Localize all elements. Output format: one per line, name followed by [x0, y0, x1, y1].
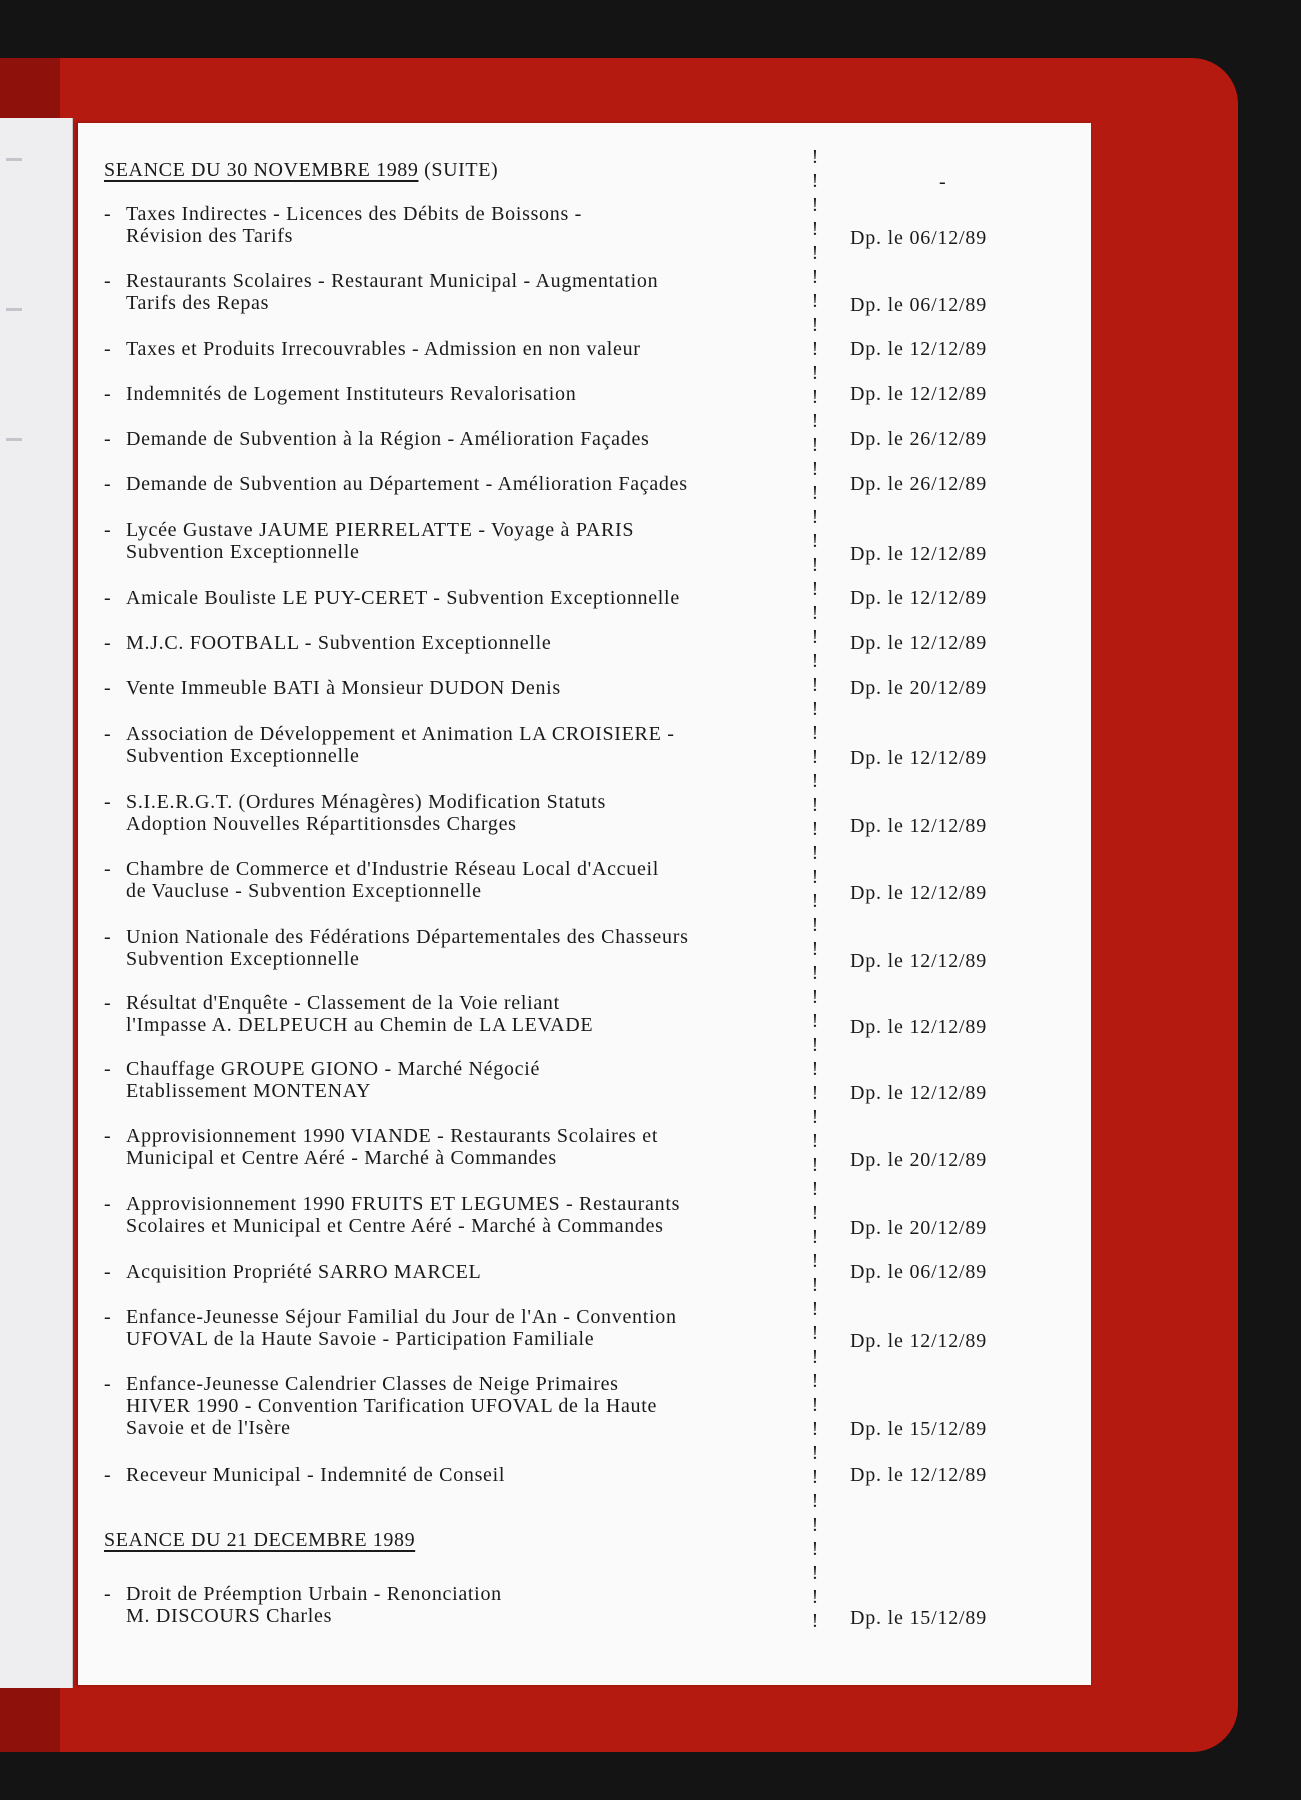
entry-date: Dp. le 12/12/89 — [850, 587, 987, 609]
list-item — [104, 858, 684, 902]
section-title-text: SEANCE DU 30 NOVEMBRE 1989 — [104, 159, 419, 181]
bullet-dash: - — [104, 791, 112, 813]
entry-text: Receveur Municipal - Indemnité de Conseil — [126, 1464, 506, 1486]
entry-date: Dp. le 06/12/89 — [850, 1261, 987, 1283]
entry-text: Vente Immeuble BATI à Monsieur DUDON Denis — [126, 677, 561, 699]
list-item — [104, 428, 684, 450]
entry-date: Dp. le 26/12/89 — [850, 428, 987, 450]
bullet-dash: - — [104, 992, 112, 1014]
entry-date: Dp. le 15/12/89 — [850, 1607, 987, 1629]
entry-date: Dp. le 15/12/89 — [850, 1418, 987, 1440]
entry-date: Dp. le 12/12/89 — [850, 1082, 987, 1104]
section-title-suffix: (SUITE) — [424, 159, 499, 181]
bleed-mark — [6, 438, 22, 441]
entry-text: Subvention Exceptionnelle — [126, 541, 360, 563]
entry-text: Taxes et Produits Irrecouvrables - Admission en non valeur — [126, 338, 641, 360]
list-item — [104, 723, 684, 767]
bullet-dash: - — [104, 1058, 112, 1080]
entry-date: Dp. le 20/12/89 — [850, 677, 987, 699]
entry-date: Dp. le 12/12/89 — [850, 632, 987, 654]
bullet-dash: - — [104, 677, 112, 699]
entry-date: Dp. le 12/12/89 — [850, 1330, 987, 1352]
entry-text: S.I.E.R.G.T. (Ordures Ménagères) Modification Statuts — [126, 791, 606, 813]
entry-date: Dp. le 12/12/89 — [850, 338, 987, 360]
entry-date: Dp. le 12/12/89 — [850, 1016, 987, 1038]
entry-text: Scolaires et Municipal et Centre Aéré - Marché à Commandes — [126, 1215, 664, 1237]
entry-text: Subvention Exceptionnelle — [126, 745, 360, 767]
bullet-dash: - — [104, 270, 112, 292]
entry-text: Lycée Gustave JAUME PIERRELATTE - Voyage à PARIS — [126, 519, 635, 541]
list-item — [104, 1193, 684, 1237]
underlying-sheet — [0, 118, 73, 1688]
entry-text: Adoption Nouvelles Répartitionsdes Charges — [126, 813, 517, 835]
bullet-dash: - — [104, 1373, 112, 1395]
entry-text: HIVER 1990 - Convention Tarification UFOVAL de la Haute — [126, 1395, 658, 1417]
entry-date: Dp. le 12/12/89 — [850, 950, 987, 972]
list-item — [104, 587, 684, 609]
bullet-dash: - — [104, 587, 112, 609]
entry-text: Chauffage GROUPE GIONO - Marché Négocié — [126, 1058, 541, 1080]
entry-text: Union Nationale des Fédérations Départementales des Chasseurs — [126, 926, 689, 948]
entry-text: l'Impasse A. DELPEUCH au Chemin de LA LEVADE — [126, 1014, 594, 1036]
entry-text: Chambre de Commerce et d'Industrie Réseau Local d'Accueil — [126, 858, 660, 880]
entry-text: Enfance-Jeunesse Séjour Familial du Jour de l'An - Convention — [126, 1306, 677, 1328]
bullet-dash: - — [104, 1464, 112, 1486]
top-right-dash: - — [939, 171, 946, 193]
entry-text: Indemnités de Logement Instituteurs Revalorisation — [126, 383, 577, 405]
bullet-dash: - — [104, 428, 112, 450]
bullet-dash: - — [104, 383, 112, 405]
bullet-dash: - — [104, 1583, 112, 1605]
list-item — [104, 926, 689, 970]
list-item — [104, 1583, 684, 1627]
list-item — [104, 519, 684, 563]
bullet-dash: - — [104, 926, 112, 948]
entry-text: Savoie et de l'Isère — [126, 1417, 291, 1439]
list-item — [104, 1464, 684, 1486]
entry-text: Approvisionnement 1990 VIANDE - Restaurants Scolaires et — [126, 1125, 659, 1147]
entry-text: M.J.C. FOOTBALL - Subvention Exceptionnelle — [126, 632, 552, 654]
list-item — [104, 473, 688, 495]
entry-text: Amicale Bouliste LE PUY-CERET - Subvention Exceptionnelle — [126, 587, 680, 609]
list-item — [104, 632, 684, 654]
entry-text: Restaurants Scolaires - Restaurant Municipal - Augmentation — [126, 270, 659, 292]
entry-text: Etablissement MONTENAY — [126, 1080, 372, 1102]
entry-date: Dp. le 20/12/89 — [850, 1149, 987, 1171]
entry-text: Approvisionnement 1990 FRUITS ET LEGUMES - Restaurants — [126, 1193, 681, 1215]
list-item — [104, 203, 684, 247]
entry-text: Demande de Subvention à la Région - Amélioration Façades — [126, 428, 650, 450]
entry-text: Taxes Indirectes - Licences des Débits de Boissons - — [126, 203, 582, 225]
entry-date: Dp. le 12/12/89 — [850, 815, 987, 837]
list-item — [104, 677, 684, 699]
entry-date: Dp. le 12/12/89 — [850, 1464, 987, 1486]
bullet-dash: - — [104, 1125, 112, 1147]
document-page — [78, 123, 1091, 1685]
entry-text: Acquisition Propriété SARRO MARCEL — [126, 1261, 482, 1283]
list-item — [104, 270, 684, 314]
column-divider: ! ! ! ! ! ! ! ! ! ! ! ! ! ! ! ! ! ! ! ! ! ! ! ! ! ! ! ! ! ! ! ! ! ! ! ! ! ! ! ! ! ! ! ! ! ! ! ! ! ! ! ! ! ! ! ! ! ! ! ! ! ! — [811, 146, 819, 1632]
list-item — [104, 992, 684, 1036]
entry-date: Dp. le 12/12/89 — [850, 882, 987, 904]
bullet-dash: - — [104, 858, 112, 880]
list-item — [104, 1373, 684, 1439]
entry-text: UFOVAL de la Haute Savoie - Participation Familiale — [126, 1328, 595, 1350]
bullet-dash: - — [104, 723, 112, 745]
list-item — [104, 1306, 684, 1350]
entry-text: Droit de Préemption Urbain - Renonciation — [126, 1583, 502, 1605]
section-title-text: SEANCE DU 21 DECEMBRE 1989 — [104, 1529, 416, 1551]
bullet-dash: - — [104, 1193, 112, 1215]
bullet-dash: - — [104, 1306, 112, 1328]
bullet-dash: - — [104, 519, 112, 541]
bullet-dash: - — [104, 1261, 112, 1283]
list-item — [104, 338, 684, 360]
entry-date: Dp. le 12/12/89 — [850, 383, 987, 405]
section-title-30-novembre — [104, 159, 498, 182]
entry-text: Tarifs des Repas — [126, 292, 270, 314]
entry-text: Subvention Exceptionnelle — [126, 948, 360, 970]
entry-text: M. DISCOURS Charles — [126, 1605, 333, 1627]
bullet-dash: - — [104, 473, 112, 495]
section-title-21-decembre — [104, 1529, 415, 1552]
entry-date: Dp. le 20/12/89 — [850, 1217, 987, 1239]
list-item — [104, 791, 684, 835]
entry-date: Dp. le 06/12/89 — [850, 294, 987, 316]
bleed-mark — [6, 308, 22, 311]
entry-date: Dp. le 06/12/89 — [850, 227, 987, 249]
list-item — [104, 1125, 684, 1169]
entry-text: Résultat d'Enquête - Classement de la Voie reliant — [126, 992, 560, 1014]
entry-text: Enfance-Jeunesse Calendrier Classes de Neige Primaires — [126, 1373, 619, 1395]
entry-text: Révision des Tarifs — [126, 225, 294, 247]
bullet-dash: - — [104, 203, 112, 225]
bleed-mark — [6, 158, 22, 161]
entry-text: Municipal et Centre Aéré - Marché à Commandes — [126, 1147, 557, 1169]
list-item — [104, 1261, 684, 1283]
list-item — [104, 383, 684, 405]
list-item — [104, 1058, 684, 1102]
bullet-dash: - — [104, 632, 112, 654]
bullet-dash: - — [104, 338, 112, 360]
entry-date: Dp. le 12/12/89 — [850, 747, 987, 769]
entry-text: Demande de Subvention au Département - Amélioration Façades — [126, 473, 688, 495]
entry-date: Dp. le 12/12/89 — [850, 543, 987, 565]
entry-text: Association de Développement et Animation LA CROISIERE - — [126, 723, 675, 745]
entry-text: de Vaucluse - Subvention Exceptionnelle — [126, 880, 482, 902]
entry-date: Dp. le 26/12/89 — [850, 473, 987, 495]
